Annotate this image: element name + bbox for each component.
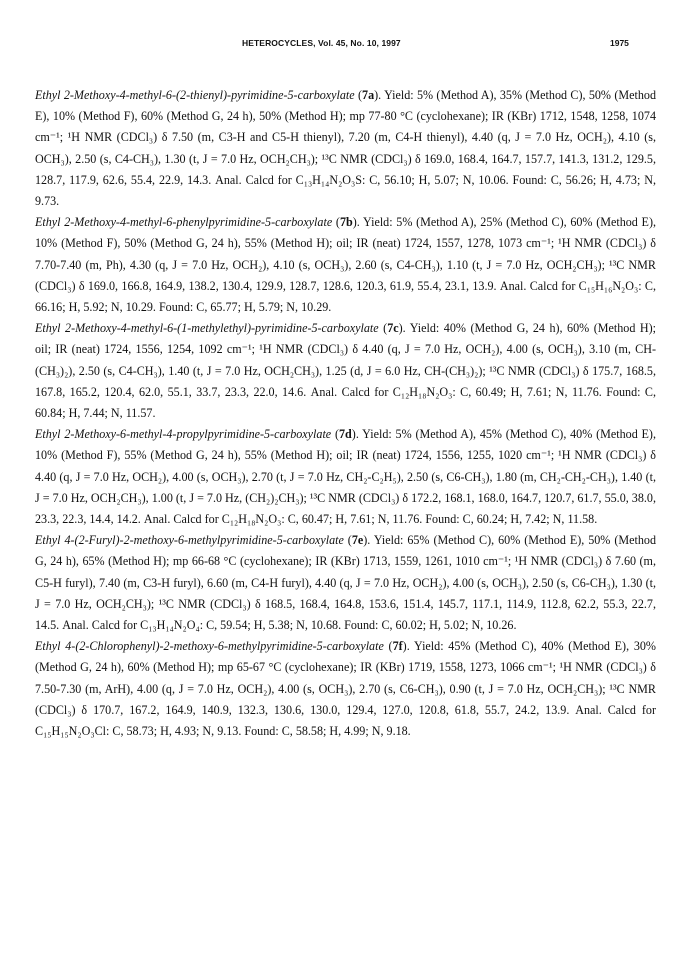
compound-code: 7f (392, 639, 403, 654)
compound-data: . Yield: 5% (Method A), 25% (Method C), 60% (Method E), 10% (Method F), 50% (Method G, 24 h), 55% (Method H); oil; IR (neat) 1724, 1557, 1278, 1073 cm⁻¹; ¹H NMR (CDCl₃) δ 7.70-7.40 (m, Ph), 4.30 (q, J = 7.0 Hz, OCH₂), 4.10 (s, OCH₃), 2.60 (s, C4-CH₃), 1.10 (t, J = 7.0 Hz, OCH₂CH₃); ¹³C NMR (CDCl₃) δ 169.0, 166.8, 164.9, 138.2, 130.4, 129.9, 128.7, 128.6, 120.3, 61.9, 55.4, 23.1, 13.9. Anal. Calcd for C₁₅H₁₆N₂O₃: C, 66.16; H, 5.92; N, 10.29. Found: C, 65.77; H, 5.79; N, 10.29. (35, 215, 656, 315)
compound-name: Ethyl 2-Methoxy-4-methyl-6-(2-thienyl)-pyrimidine-5-carboxylate (35, 88, 355, 102)
compound-name: Ethyl 2-Methoxy-4-methyl-6-phenylpyrimidine-5-carboxylate (35, 215, 333, 230)
compound-entry-7d: Ethyl 2-Methoxy-6-methyl-4-propylpyrimidine-5-carboxylate (7d). Yield: 5% (Method A), 45% (Method C), 40% (Method E), 10% (Method F), 55% (Method G, 24 h), 55% (Method H); oil; IR (neat) 1724, 1556, 1255, 1020 cm⁻¹; ¹H NMR (CDCl₃) δ 4.40 (q, J = 7.0 Hz, OCH₂), 4.00 (s, OCH₃), 2.70 (t, J = 7.0 Hz, CH₂-C₂H₅), 2.50 (s, C6-CH₃), 1.80 (m, CH₂-CH₂-CH₃), 1.40 (t, J = 7.0 Hz, OCH₂CH₃), 1.00 (t, J = 7.0 Hz, (CH₂)₂CH₃); ¹³C NMR (CDCl₃) δ 172.2, 168.1, 168.0, 164.7, 120.7, 61.7, 55.0, 38.0, 23.3, 22.3, 14.4, 14.2. Anal. Calcd for C₁₂H₁₈N₂O₃: C, 60.47; H, 7.61; N, 11.76. Found: C, 60.24; H, 7.42; N, 11.58. (35, 427, 656, 527)
compound-entry-7c: Ethyl 2-Methoxy-4-methyl-6-(1-methylethyl)-pyrimidine-5-carboxylate (7c). Yield: 40% (Method G, 24 h), 60% (Method H); oil; IR (neat) 1724, 1556, 1254, 1092 cm⁻¹; ¹H NMR (CDCl₃) δ 4.40 (q, J = 7.0 Hz, OCH₂), 4.00 (s, OCH₃), 3.10 (m, CH-(CH₃)₂), 2.50 (s, C4-CH₃), 1.40 (t, J = 7.0 Hz, OCH₂CH₃), 1.25 (d, J = 6.0 Hz, CH-(CH₃)₂); ¹³C NMR (CDCl₃) δ 175.7, 168.5, 167.8, 165.2, 120.4, 62.0, 55.1, 33.7, 23.3, 22.0, 14.6. Anal. Calcd for C₁₂H₁₈N₂O₃: C, 60.49; H, 7.61; N, 11.76. Found: C, 60.84; H, 7.44; N, 11.57. (35, 321, 656, 421)
compound-entry-7b: Ethyl 2-Methoxy-4-methyl-6-phenylpyrimidine-5-carboxylate (7b). Yield: 5% (Method A), 25% (Method C), 60% (Method E), 10% (Method F), 50% (Method G, 24 h), 55% (Method H); oil; IR (neat) 1724, 1557, 1278, 1073 cm⁻¹; ¹H NMR (CDCl₃) δ 7.70-7.40 (m, Ph), 4.30 (q, J = 7.0 Hz, OCH₂), 4.10 (s, OCH₃), 2.60 (s, C4-CH₃), 1.10 (t, J = 7.0 Hz, OCH₂CH₃); ¹³C NMR (CDCl₃) δ 169.0, 166.8, 164.9, 138.2, 130.4, 129.9, 128.7, 128.6, 120.3, 61.9, 55.4, 23.1, 13.9. Anal. Calcd for C₁₅H₁₆N₂O₃: C, 66.16; H, 5.92; N, 10.29. Found: C, 65.77; H, 5.79; N, 10.29. (35, 215, 656, 315)
journal-citation: HETEROCYCLES, Vol. 45, No. 10, 1997 (242, 38, 401, 48)
experimental-section (35, 85, 656, 742)
compound-data: . Yield: 5% (Method A), 45% (Method C), 40% (Method E), 10% (Method F), 55% (Method G, 24 h), 55% (Method H); oil; IR (neat) 1724, 1556, 1255, 1020 cm⁻¹; ¹H NMR (CDCl₃) δ 4.40 (q, J = 7.0 Hz, OCH₂), 4.00 (s, OCH₃), 2.70 (t, J = 7.0 Hz, CH₂-C₂H₅), 2.50 (s, C6-CH₃), 1.80 (m, CH₂-CH₂-CH₃), 1.40 (t, J = 7.0 Hz, OCH₂CH₃), 1.00 (t, J = 7.0 Hz, (CH₂)₂CH₃); ¹³C NMR (CDCl₃) δ 172.2, 168.1, 168.0, 164.7, 120.7, 61.7, 55.0, 38.0, 23.3, 22.3, 14.4, 14.2. Anal. Calcd for C₁₂H₁₈N₂O₃: C, 60.47; H, 7.61; N, 11.76. Found: C, 60.24; H, 7.42; N, 11.58. (35, 427, 656, 527)
compound-data: . Yield: 65% (Method C), 60% (Method E), 50% (Method G, 24 h), 65% (Method H); mp 66-68 °C (cyclohexane); IR (KBr) 1713, 1559, 1261, 1010 cm⁻¹; ¹H NMR (CDCl₃) δ 7.60 (m, C5-H furyl), 7.40 (m, C3-H furyl), 6.60 (m, C4-H furyl), 4.40 (q, J = 7.0 Hz, OCH₂), 4.00 (s, OCH₃), 2.50 (s, C6-CH₃), 1.30 (t, J = 7.0 Hz, OCH₂CH₃); ¹³C NMR (CDCl₃) δ 168.5, 168.4, 164.8, 153.6, 151.4, 145.7, 117.1, 114.9, 112.8, 62.2, 55.3, 22.7, 14.5. Anal. Calcd for C₁₃H₁₄N₂O₄: C, 59.54; H, 5.38; N, 10.68. Found: C, 60.02; H, 5.02; N, 10.26. (35, 533, 656, 633)
compound-name: Ethyl 4-(2-Chlorophenyl)-2-methoxy-6-methylpyrimidine-5-carboxylate (35, 639, 384, 654)
compound-code: 7e (351, 533, 364, 548)
compound-data: . Yield: 40% (Method G, 24 h), 60% (Method H); oil; IR (neat) 1724, 1556, 1254, 1092 cm⁻¹; ¹H NMR (CDCl₃) δ 4.40 (q, J = 7.0 Hz, OCH₂), 4.00 (s, OCH₃), 3.10 (m, CH-(CH₃)₂), 2.50 (s, C4-CH₃), 1.40 (t, J = 7.0 Hz, OCH₂CH₃), 1.25 (d, J = 6.0 Hz, CH-(CH₃)₂); ¹³C NMR (CDCl₃) δ 175.7, 168.5, 167.8, 165.2, 120.4, 62.0, 55.1, 33.7, 23.3, 22.0, 14.6. Anal. Calcd for C₁₂H₁₈N₂O₃: C, 60.49; H, 7.61; N, 11.76. Found: C, 60.84; H, 7.44; N, 11.57. (35, 321, 656, 421)
compound-entry-7a: Ethyl 2-Methoxy-4-methyl-6-(2-thienyl)-pyrimidine-5-carboxylate (7a). Yield: 5% (Method A), 35% (Method C), 50% (Method E), 10% (Method F), 60% (Method G, 24 h), 50% (Method H); mp 77-80 °C (cyclohexane); IR (KBr) 1712, 1548, 1258, 1074 cm⁻¹; ¹H NMR (CDCl₃) δ 7.50 (m, C3-H and C5-H thienyl), 7.20 (m, C4-H thienyl), 4.40 (q, J = 7.0 Hz, OCH₂), 4.10 (s, OCH₃), 2.50 (s, C4-CH₃), 1.30 (t, J = 7.0 Hz, OCH₂CH₃); ¹³C NMR (CDCl₃) δ 169.0, 168.4, 164.7, 157.7, 141.3, 131.2, 129.5, 128.7, 117.9, 62.6, 55.4, 22.9, 14.3. Anal. Calcd for C₁₃H₁₄N₂O₃S: C, 56.10; H, 5.07; N, 10.06. Found: C, 56.26; H, 4.73; N, 9.73. (35, 88, 656, 209)
compound-code: 7d (339, 427, 352, 442)
compound-code: 7b (339, 215, 353, 230)
compound-data: . Yield: 5% (Method A), 35% (Method C), 50% (Method E), 10% (Method F), 60% (Method G, 24 h), 50% (Method H); mp 77-80 °C (cyclohexane); IR (KBr) 1712, 1548, 1258, 1074 cm⁻¹; ¹H NMR (CDCl₃) δ 7.50 (m, C3-H and C5-H thienyl), 7.20 (m, C4-H thienyl), 4.40 (q, J = 7.0 Hz, OCH₂), 4.10 (s, OCH₃), 2.50 (s, C4-CH₃), 1.30 (t, J = 7.0 Hz, OCH₂CH₃); ¹³C NMR (CDCl₃) δ 169.0, 168.4, 164.7, 157.7, 141.3, 131.2, 129.5, 128.7, 117.9, 62.6, 55.4, 22.9, 14.3. Anal. Calcd for C₁₃H₁₄N₂O₃S: C, 56.10; H, 5.07; N, 10.06. Found: C, 56.26; H, 4.73; N, 9.73. (35, 88, 656, 209)
running-header (0, 38, 695, 58)
compound-code: 7a (362, 88, 375, 102)
compound-entry-7e: Ethyl 4-(2-Furyl)-2-methoxy-6-methylpyrimidine-5-carboxylate (7e). Yield: 65% (Method C), 60% (Method E), 50% (Method G, 24 h), 65% (Method H); mp 66-68 °C (cyclohexane); IR (KBr) 1713, 1559, 1261, 1010 cm⁻¹; ¹H NMR (CDCl₃) δ 7.60 (m, C5-H furyl), 7.40 (m, C3-H furyl), 6.60 (m, C4-H furyl), 4.40 (q, J = 7.0 Hz, OCH₂), 4.00 (s, OCH₃), 2.50 (s, C6-CH₃), 1.30 (t, J = 7.0 Hz, OCH₂CH₃); ¹³C NMR (CDCl₃) δ 168.5, 168.4, 164.8, 153.6, 151.4, 145.7, 117.1, 114.9, 112.8, 62.2, 55.3, 22.7, 14.5. Anal. Calcd for C₁₃H₁₄N₂O₄: C, 59.54; H, 5.38; N, 10.68. Found: C, 60.02; H, 5.02; N, 10.26. (35, 533, 656, 633)
compound-name: Ethyl 2-Methoxy-4-methyl-6-(1-methylethyl)-pyrimidine-5-carboxylate (35, 321, 379, 336)
page-number: 1975 (610, 38, 629, 48)
compound-data: . Yield: 45% (Method C), 40% (Method E), 30% (Method G, 24 h), 60% (Method H); mp 65-67 °C (cyclohexane); IR (KBr) 1719, 1558, 1273, 1066 cm⁻¹; ¹H NMR (CDCl₃) δ 7.50-7.30 (m, ArH), 4.00 (q, J = 7.0 Hz, OCH₂), 4.00 (s, OCH₃), 2.70 (s, C6-CH₃), 0.90 (t, J = 7.0 Hz, OCH₂CH₃); ¹³C NMR (CDCl₃) δ 170.7, 167.2, 164.9, 140.9, 132.3, 130.6, 130.0, 129.4, 127.0, 120.8, 61.8, 55.7, 24.2, 13.9. Anal. Calcd for C₁₅H₁₅N₂O₃Cl: C, 58.73; H, 4.93; N, 9.13. Found: C, 58.58; H, 4.99; N, 9.18. (35, 639, 656, 739)
compound-name: Ethyl 2-Methoxy-6-methyl-4-propylpyrimidine-5-carboxylate (35, 427, 332, 442)
compound-code: 7c (387, 321, 399, 336)
compound-entry-7f: Ethyl 4-(2-Chlorophenyl)-2-methoxy-6-methylpyrimidine-5-carboxylate (7f). Yield: 45% (Method C), 40% (Method E), 30% (Method G, 24 h), 60% (Method H); mp 65-67 °C (cyclohexane); IR (KBr) 1719, 1558, 1273, 1066 cm⁻¹; ¹H NMR (CDCl₃) δ 7.50-7.30 (m, ArH), 4.00 (q, J = 7.0 Hz, OCH₂), 4.00 (s, OCH₃), 2.70 (s, C6-CH₃), 0.90 (t, J = 7.0 Hz, OCH₂CH₃); ¹³C NMR (CDCl₃) δ 170.7, 167.2, 164.9, 140.9, 132.3, 130.6, 130.0, 129.4, 127.0, 120.8, 61.8, 55.7, 24.2, 13.9. Anal. Calcd for C₁₅H₁₅N₂O₃Cl: C, 58.73; H, 4.93; N, 9.13. Found: C, 58.58; H, 4.99; N, 9.18. (35, 639, 656, 739)
compound-name: Ethyl 4-(2-Furyl)-2-methoxy-6-methylpyrimidine-5-carboxylate (35, 533, 344, 548)
